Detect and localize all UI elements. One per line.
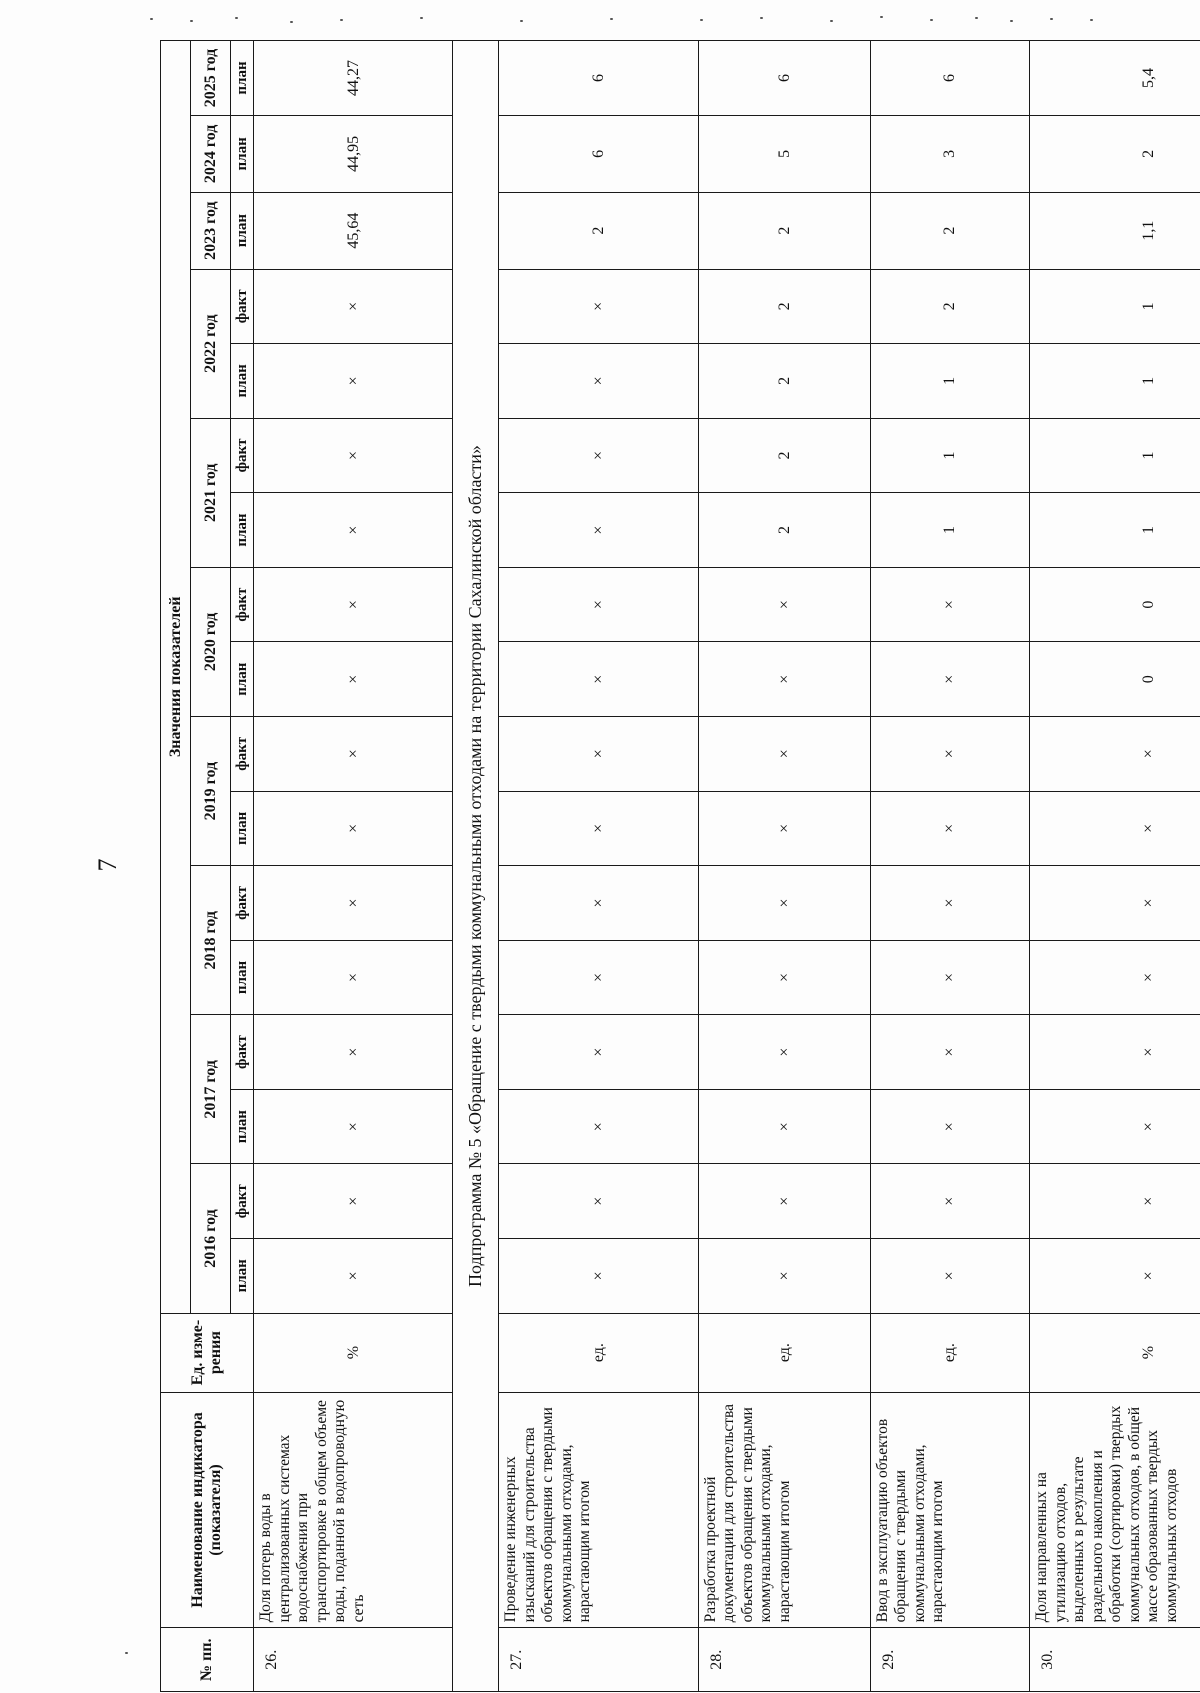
indicator-value: 2	[698, 344, 870, 419]
indicator-value: ×	[499, 567, 698, 642]
unit-of-measure: %	[254, 1313, 453, 1392]
scan-speck	[150, 18, 153, 20]
rotated-table-container	[160, 40, 1200, 1692]
column-header-unit: Ед. изме-рения	[161, 1313, 254, 1392]
indicator-value: ×	[499, 716, 698, 791]
plan-fact-header: факт	[231, 1164, 254, 1239]
indicator-value: ×	[870, 567, 1030, 642]
plan-fact-header: план	[231, 493, 254, 568]
indicator-value: ×	[254, 1164, 453, 1239]
scan-speck	[290, 21, 293, 23]
year-header: 2021 год	[191, 418, 231, 567]
year-header: 2025 год	[191, 41, 231, 116]
plan-fact-header: план	[231, 1089, 254, 1164]
indicator-value: ×	[254, 1015, 453, 1090]
indicator-value: 5	[698, 115, 870, 192]
indicator-value: ×	[499, 1089, 698, 1164]
indicator-value: 2	[698, 192, 870, 269]
plan-fact-header: факт	[231, 418, 254, 493]
indicator-value: 1	[1030, 344, 1200, 419]
indicator-name: Доля потерь воды в централизованных системах водоснабжения при транспортировке в общем объеме воды, поданной в водопроводную сеть	[254, 1392, 453, 1628]
year-header: 2022 год	[191, 269, 231, 418]
scan-speck	[760, 17, 763, 19]
unit-of-measure: ед.	[499, 1313, 698, 1392]
indicator-value: ×	[698, 567, 870, 642]
plan-fact-header: факт	[231, 567, 254, 642]
indicator-value: 44,27	[254, 41, 453, 116]
table-row	[499, 41, 698, 1692]
indicator-value: 0	[1030, 567, 1200, 642]
indicator-value: ×	[254, 567, 453, 642]
table-row	[1030, 41, 1200, 1692]
indicator-value: 3	[870, 115, 1030, 192]
indicator-value: 1,1	[1030, 192, 1200, 269]
indicator-value: ×	[254, 716, 453, 791]
indicator-value: 2	[499, 192, 698, 269]
table-row	[870, 41, 1030, 1692]
indicator-value: ×	[870, 716, 1030, 791]
year-header: 2016 год	[191, 1164, 231, 1313]
indicator-value: ×	[499, 1164, 698, 1239]
row-number: 27.	[499, 1628, 698, 1692]
table-row	[254, 41, 453, 1692]
indicator-value: ×	[1030, 866, 1200, 941]
indicator-value: ×	[499, 344, 698, 419]
indicator-value: ×	[1030, 791, 1200, 866]
plan-fact-header: план	[231, 642, 254, 717]
indicator-value: ×	[499, 418, 698, 493]
scan-speck	[235, 17, 238, 19]
scan-speck	[190, 20, 193, 22]
scan-speck	[930, 19, 933, 21]
indicator-value: ×	[499, 791, 698, 866]
indicator-value: ×	[499, 493, 698, 568]
indicator-value: 0	[1030, 642, 1200, 717]
indicator-value: ×	[499, 1015, 698, 1090]
indicator-value: 2	[698, 493, 870, 568]
page-number: 7	[93, 858, 122, 872]
plan-fact-header: факт	[231, 866, 254, 941]
plan-fact-header: факт	[231, 716, 254, 791]
scan-speck	[1090, 19, 1093, 21]
indicator-value: ×	[1030, 1015, 1200, 1090]
plan-fact-header: факт	[231, 1015, 254, 1090]
column-header-number: № пп.	[161, 1628, 254, 1692]
indicator-value: ×	[870, 1239, 1030, 1314]
plan-fact-header: план	[231, 1239, 254, 1314]
indicator-value: ×	[698, 866, 870, 941]
indicator-value: ×	[254, 642, 453, 717]
plan-fact-header: план	[231, 791, 254, 866]
scan-speck	[830, 20, 833, 22]
indicator-value: ×	[698, 940, 870, 1015]
scan-speck	[420, 17, 423, 19]
indicator-value: ×	[499, 269, 698, 344]
section-row	[453, 41, 499, 1692]
year-header: 2019 год	[191, 716, 231, 865]
indicator-value: ×	[870, 642, 1030, 717]
scan-speck	[700, 19, 703, 21]
indicator-value: 1	[1030, 418, 1200, 493]
indicator-value: ×	[499, 1239, 698, 1314]
indicator-value: 6	[698, 41, 870, 116]
indicator-value: 1	[1030, 269, 1200, 344]
scan-speck	[975, 17, 978, 19]
indicator-value: ×	[698, 1164, 870, 1239]
scan-speck	[520, 20, 523, 22]
year-header: 2018 год	[191, 866, 231, 1015]
indicator-value: ×	[870, 791, 1030, 866]
unit-of-measure: %	[1030, 1313, 1200, 1392]
scan-speck	[340, 19, 343, 21]
indicator-value: ×	[254, 1239, 453, 1314]
indicator-value: 1	[1030, 493, 1200, 568]
indicator-value: 2	[698, 269, 870, 344]
scan-speck	[125, 1652, 128, 1654]
plan-fact-header: план	[231, 192, 254, 269]
indicator-value: 5,4	[1030, 41, 1200, 116]
table-row	[698, 41, 870, 1692]
indicator-value: 6	[499, 115, 698, 192]
indicator-value: ×	[698, 716, 870, 791]
indicator-value: 2	[1030, 115, 1200, 192]
indicator-value: ×	[698, 791, 870, 866]
indicator-value: ×	[499, 642, 698, 717]
unit-of-measure: ед.	[870, 1313, 1030, 1392]
row-number: 29.	[870, 1628, 1030, 1692]
indicator-value: 6	[870, 41, 1030, 116]
indicator-value: ×	[870, 866, 1030, 941]
year-header: 2023 год	[191, 192, 231, 269]
indicator-value: 2	[698, 418, 870, 493]
indicator-name: Ввод в эксплуатацию объектов обращения с твердыми коммунальными отходами, нарастающим итогом	[870, 1392, 1030, 1628]
indicator-value: 44,95	[254, 115, 453, 192]
indicator-value: 2	[870, 269, 1030, 344]
indicator-value: ×	[698, 1239, 870, 1314]
indicator-value: ×	[1030, 716, 1200, 791]
indicator-value: ×	[870, 940, 1030, 1015]
indicator-value: 45,64	[254, 192, 453, 269]
column-header-indicator-values: Значения показателей	[161, 41, 191, 1314]
subprogram-title: Подпрограмма № 5 «Обращение с твердыми коммунальными отходами на территории Сахалинской области»	[453, 41, 499, 1692]
scan-speck	[1050, 18, 1053, 20]
scan-speck	[1010, 20, 1013, 22]
indicator-value: ×	[254, 269, 453, 344]
plan-fact-header: план	[231, 41, 254, 116]
indicator-name: Разработка проектной документации для строительства объектов обращения с твердыми коммунальными отходами, нарастающим итогом	[698, 1392, 870, 1628]
row-number: 28.	[698, 1628, 870, 1692]
indicator-value: 1	[870, 418, 1030, 493]
indicator-value: ×	[254, 493, 453, 568]
column-header-indicator-name: Наименование индикатора (показателя)	[161, 1392, 254, 1628]
indicator-value: ×	[254, 344, 453, 419]
indicator-name: Доля направленных на утилизацию отходов, выделенных в результате раздельного накопления и обработки (сортировки) твердых коммунальных отходов, в общей массе образованных твердых коммунальных отходов	[1030, 1392, 1200, 1628]
indicator-value: ×	[254, 418, 453, 493]
unit-of-measure: ед.	[698, 1313, 870, 1392]
indicators-table	[160, 40, 1200, 1692]
indicator-value: ×	[1030, 1239, 1200, 1314]
indicator-value: 1	[870, 344, 1030, 419]
indicator-name: Проведение инженерных изысканий для строительства объектов обращения с твердыми коммунальными отходами, нарастающим итогом	[499, 1392, 698, 1628]
year-header: 2017 год	[191, 1015, 231, 1164]
indicator-value: ×	[254, 1089, 453, 1164]
indicator-value: 6	[499, 41, 698, 116]
plan-fact-header: план	[231, 115, 254, 192]
plan-fact-header: план	[231, 940, 254, 1015]
indicator-value: ×	[254, 940, 453, 1015]
row-number: 26.	[254, 1628, 453, 1692]
scan-speck	[880, 16, 883, 18]
year-header: 2020 год	[191, 567, 231, 716]
year-header: 2024 год	[191, 115, 231, 192]
indicator-value: ×	[698, 1015, 870, 1090]
row-number: 30.	[1030, 1628, 1200, 1692]
indicator-value: ×	[870, 1089, 1030, 1164]
indicator-value: ×	[254, 791, 453, 866]
indicator-value: ×	[870, 1164, 1030, 1239]
scan-speck	[610, 18, 613, 20]
plan-fact-header: факт	[231, 269, 254, 344]
indicator-value: ×	[499, 866, 698, 941]
indicator-value: 2	[870, 192, 1030, 269]
indicator-value: ×	[698, 1089, 870, 1164]
indicator-value: ×	[1030, 1089, 1200, 1164]
indicator-value: ×	[1030, 940, 1200, 1015]
indicator-value: ×	[870, 1015, 1030, 1090]
plan-fact-header: план	[231, 344, 254, 419]
indicator-value: ×	[499, 940, 698, 1015]
indicator-value: ×	[1030, 1164, 1200, 1239]
indicator-value: 1	[870, 493, 1030, 568]
indicator-value: ×	[698, 642, 870, 717]
indicator-value: ×	[254, 866, 453, 941]
